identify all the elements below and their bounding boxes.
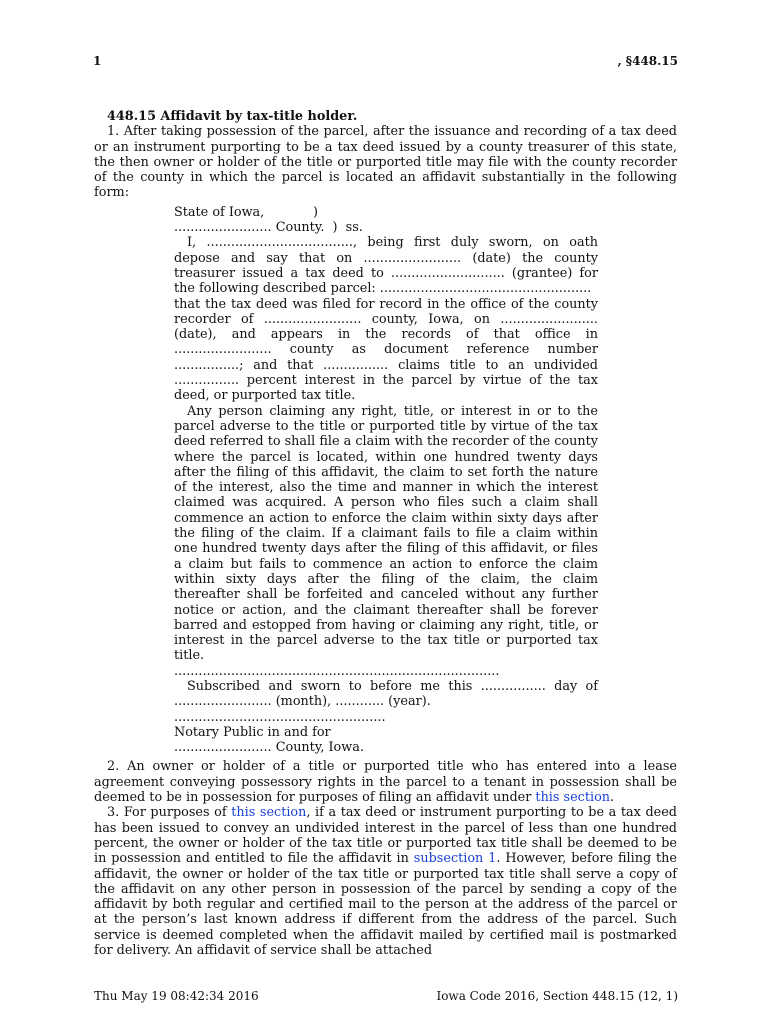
paragraph-1: 1. After taking possession of the parcel, after the issuance and recording of a tax deed or an instrument purporting to be a tax deed issued by a county treasurer of this state, the then owner or holder of the title or purported title may file with the county recorder of the county in which the parcel is located an affidavit substantially in the following form: — [94, 124, 677, 201]
document-body — [94, 109, 677, 958]
subsection-1-link[interactable]: subsection 1 — [413, 851, 497, 867]
notary-county: ........................ County, Iowa. — [174, 740, 364, 756]
paragraph-2-text: 2. An owner or holder of a title or purported title who has entered into a lease agreement conveying possessory rights in the parcel to a tenant in possession shall be deemed to be in possession for purposes of filing an affidavit under — [94, 759, 677, 806]
paragraph-3-text-c: . However, before filing the affidavit, the owner or holder of the tax title or purported tax title shall serve a copy of the affidavit on any other person in possession of the parcel by sending a copy of the affidavit by both regular and certified mail to the person at the address of the parcel or at the person’s last known address if different from the address of the parcel. Such service is deemed completed when the affidavit mailed by certified mail is postmarked for delivery. An affidavit of service shall be attached — [94, 851, 678, 959]
paragraph-2-end: . — [610, 790, 615, 806]
paragraph-3-text-b: , if a tax deed or instrument purporting to be a tax deed has been issued to convey an undivided interest in the parcel of less than one hundred percent, the owner or holder of the tax title or purported tax title shall be deemed to be in possession and entitled to file the affidavit in — [94, 805, 677, 867]
subscribed-text: Subscribed and sworn to before me this ................ day of ........................ (month), ............ (year). — [174, 678, 598, 710]
this-section-link[interactable]: this section — [535, 790, 611, 806]
section-reference: , §448.15 — [617, 54, 678, 68]
affidavit-form — [174, 205, 598, 756]
section-title: 448.15 Affidavit by tax-title holder. — [107, 109, 358, 124]
form-county-line: ........................ County. ) ss. — [174, 220, 363, 236]
footer-citation: Iowa Code 2016, Section 448.15 (12, 1) — [436, 989, 678, 1003]
form-body-3: Any person claiming any right, title, or interest in or to the parcel adverse to the title or purported title by virtue of the tax deed referred to shall file a claim with the recorder of the county where the parcel is located, within one hundred twenty days after the filing of this affidavit, the claim to set forth the nature of the interest, also the time and manner in which the interest claimed was acquired. A person who files such a claim shall commence an action to enforce the claim within sixty days after the filing of the claim. If a claimant fails to file a claim within one hundred twenty days after the filing of this affidavit, or files a claim but fails to commence an action to enforce the claim within sixty days after the filing of the claim, the claim thereafter shall be forfeited and canceled without any further notice or action, and the claimant thereafter shall be forever barred and estopped from having or claiming any right, title, or interest in the parcel adverse to the tax title or purported tax title. — [174, 403, 598, 664]
this-section-link-2[interactable]: this section — [231, 805, 307, 821]
notary-label: Notary Public in and for — [174, 724, 331, 740]
signature-line: ................................................................................ — [174, 663, 500, 679]
page-number: 1 — [93, 54, 102, 68]
paragraph-3 — [94, 805, 677, 958]
notary-signature-line: .................................................... — [174, 709, 386, 725]
form-state-line: State of Iowa, ) — [174, 204, 319, 220]
form-body-1: I, ...................................., being first duly sworn, on oath depose and say that on ........................ (date) the county treasurer issued a tax deed to ............................ (grantee) for the following described parcel: .................................................... — [174, 235, 598, 297]
paragraph-2 — [94, 759, 677, 805]
form-body-2: that the tax deed was filed for record in the office of the county recorder of ........................ county, Iowa, on ........................ (date), and appears in the records of that office in ........................ county as document reference number ................; and that ................ claims title to an undivided ................ percent interest in the parcel by virtue of the tax deed, or purported tax title. — [174, 296, 598, 404]
paragraph-3-text-a: 3. For purposes of — [107, 805, 232, 821]
footer-timestamp: Thu May 19 08:42:34 2016 — [94, 989, 259, 1003]
